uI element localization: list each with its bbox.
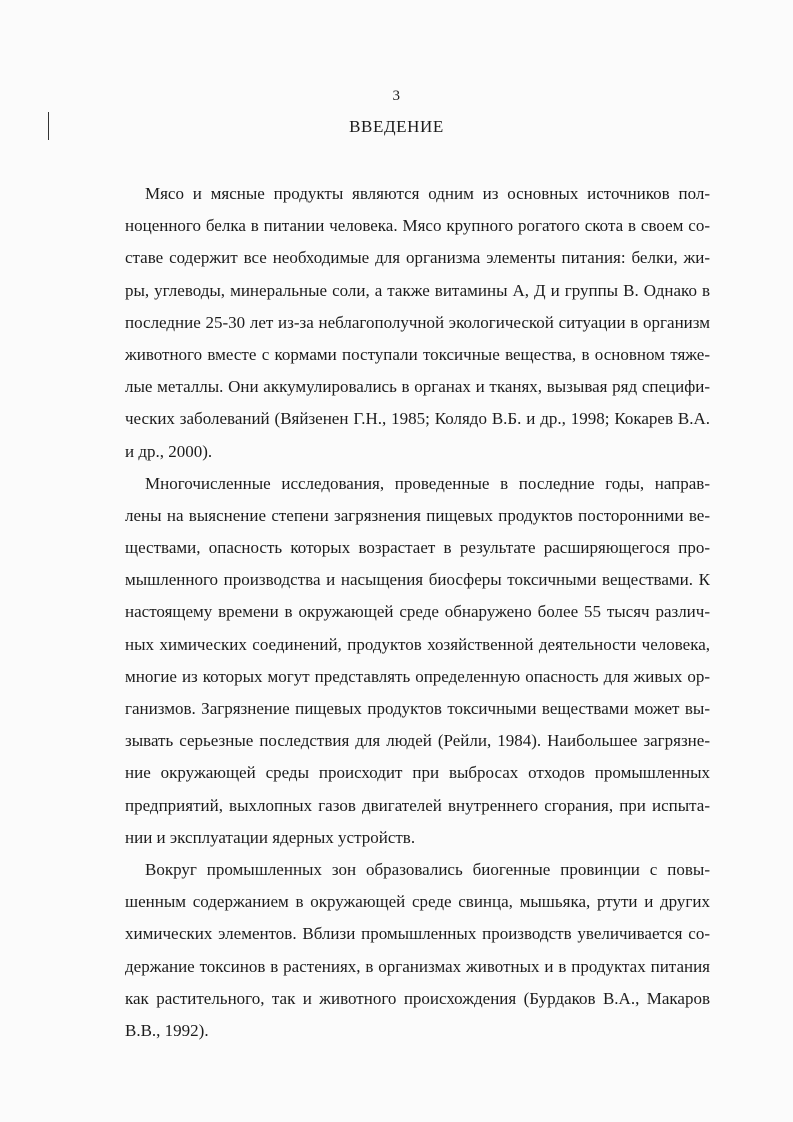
paragraph-line: мышленного производства и насыщения биосферы токсичными веществами. К <box>125 570 710 590</box>
paragraph-line: ноценного белка в питании человека. Мясо крупного рогатого скота в своем со- <box>125 216 710 236</box>
body-text <box>125 178 710 1047</box>
paragraph-line: ры, углеводы, минеральные соли, а также витамины А, Д и группы В. Однако в <box>125 280 710 300</box>
paragraph-line: держание токсинов в растениях, в организмах животных и в продуктах питания <box>125 956 710 976</box>
paragraph-line: ческих заболеваний (Вяйзенен Г.Н., 1985; Колядо В.Б. и др., 1998; Кокарев В.А. <box>125 409 710 429</box>
paragraph-line: предприятий, выхлопных газов двигателей внутреннего сгорания, при испыта- <box>125 795 710 815</box>
paragraph-line: лены на выяснение степени загрязнения пищевых продуктов посторонними ве- <box>125 505 710 525</box>
paragraph-line: животного вместе с кормами поступали токсичные вещества, в основном тяже- <box>125 344 710 364</box>
paragraph-line: настоящему времени в окружающей среде обнаружено более 55 тысяч различ- <box>125 602 710 622</box>
paragraph-line: ние окружающей среды происходит при выбросах отходов промышленных <box>125 763 710 783</box>
paragraph-line: и др., 2000). <box>125 441 213 461</box>
paragraph-line: ганизмов. Загрязнение пищевых продуктов токсичными веществами может вы- <box>125 699 710 718</box>
paragraph-line: Вокруг промышленных зон образовались биогенные провинции с повы- <box>145 859 710 879</box>
paragraph-line: Мясо и мясные продукты являются одним из основных источников пол- <box>145 184 710 203</box>
paragraph-line: шенным содержанием в окружающей среде свинца, мышьяка, ртути и других <box>125 892 710 912</box>
page-title: ВВЕДЕНИЕ <box>349 117 444 136</box>
paragraph-line: лые металлы. Они аккумулировались в органах и тканях, вызывая ряд специфи- <box>125 377 710 397</box>
paragraph-line: последние 25-30 лет из-за неблагополучной экологической ситуации в организм <box>125 312 710 332</box>
paragraph-line: нии и эксплуатации ядерных устройств. <box>125 827 416 847</box>
paragraph-line: В.В., 1992). <box>125 1020 209 1040</box>
page-number: 3 <box>392 88 401 104</box>
paragraph-line: Многочисленные исследования, проведенные в последние годы, направ- <box>145 473 710 493</box>
paragraph-line: ставе содержит все необходимые для организма элементы питания: белки, жи- <box>125 248 710 268</box>
paragraph-line: зывать серьезные последствия для людей (Рейли, 1984). Наибольшее загрязне- <box>125 731 710 751</box>
paragraph-line: ных химических соединений, продуктов хозяйственной деятельности человека, <box>125 634 710 654</box>
paragraph-line: многие из которых могут представлять определенную опасность для живых ор- <box>125 666 710 686</box>
paragraph-line: как растительного, так и животного происхождения (Бурдаков В.А., Макаров <box>125 988 710 1008</box>
paragraph-line: ществами, опасность которых возрастает в результате расширяющегося про- <box>125 538 710 558</box>
paragraph-line: химических элементов. Вблизи промышленных производств увеличивается со- <box>125 924 710 944</box>
